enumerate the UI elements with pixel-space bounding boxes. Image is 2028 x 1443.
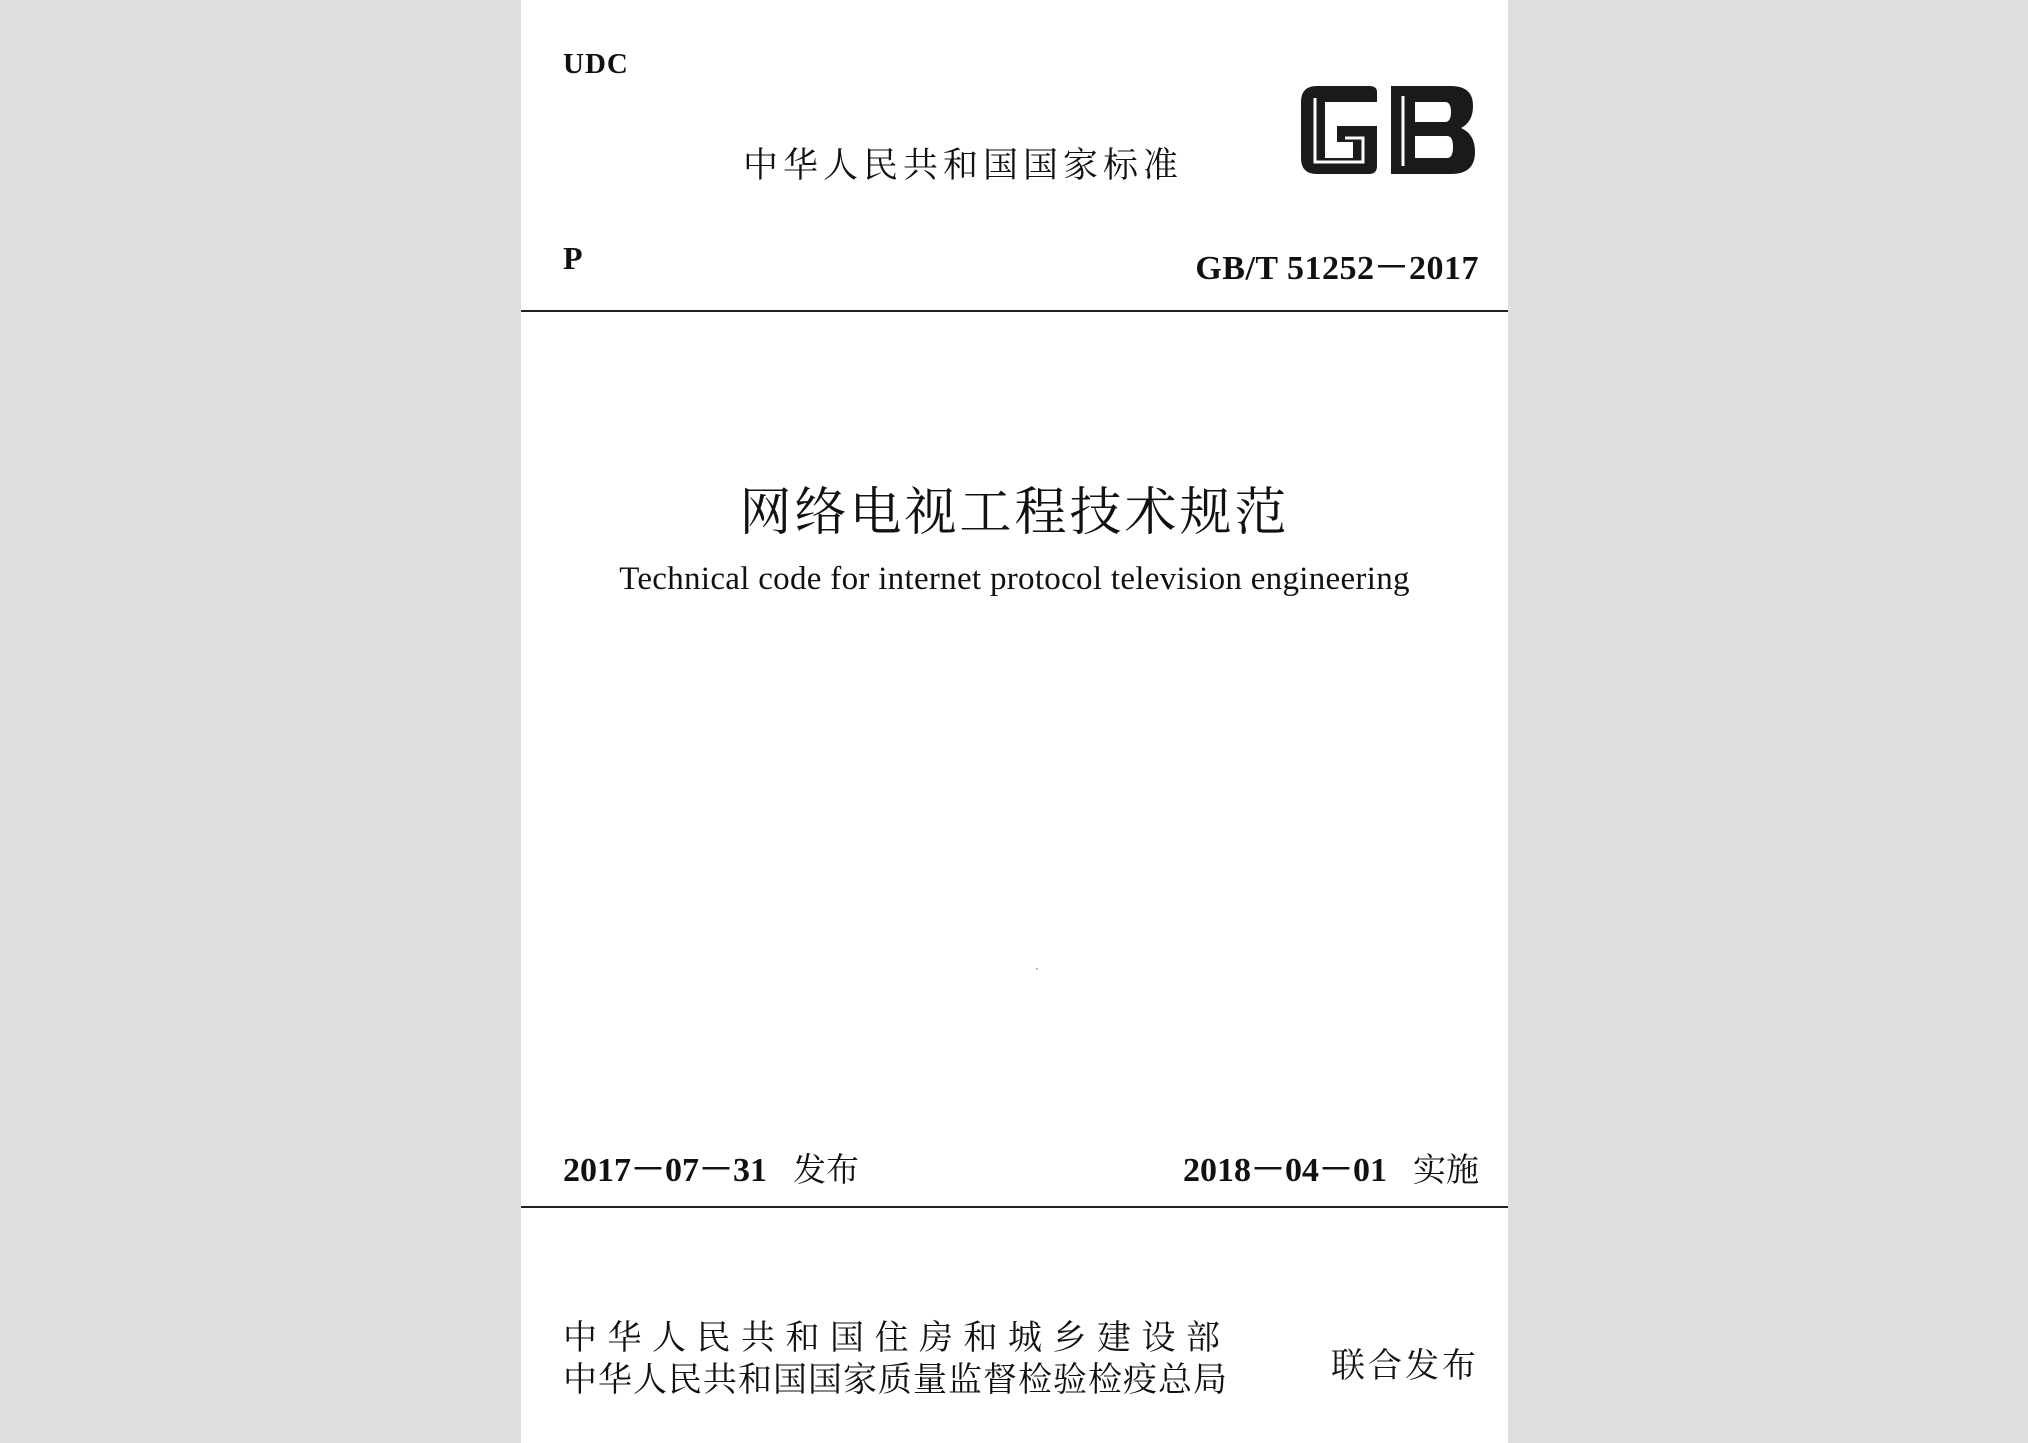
issuer-aqsiq: 中华人民共和国国家质量监督检验检疫总局 xyxy=(563,1360,1228,1400)
udc-label: UDC xyxy=(563,48,629,80)
title-chinese: 网络电视工程技术规范 xyxy=(739,483,1290,543)
effective-label: 实施 xyxy=(1413,1150,1479,1189)
issue-date: 2017－07－31 xyxy=(563,1152,767,1189)
category-code: P xyxy=(563,240,583,276)
standard-cover-page xyxy=(521,0,1508,1443)
effective-date-block xyxy=(1183,1142,1479,1191)
title-english: Technical code for internet protocol television engineering xyxy=(619,561,1410,597)
jointly-issued-label: 联合发布 xyxy=(1331,1346,1479,1386)
standard-number: GB/T 51252－2017 xyxy=(1195,250,1479,287)
issue-date-block xyxy=(563,1142,859,1191)
header-divider xyxy=(521,310,1508,312)
effective-date: 2018－04－01 xyxy=(1183,1152,1387,1189)
issuing-authorities xyxy=(563,1317,1231,1401)
national-standard-heading: 中华人民共和国国家标准 xyxy=(743,146,1184,186)
scan-speck xyxy=(1036,968,1038,970)
footer-divider xyxy=(521,1206,1508,1208)
gb-logo-icon xyxy=(1295,82,1479,178)
issue-label: 发布 xyxy=(793,1150,859,1189)
issuer-ministry-housing: 中华人民共和国住房和城乡建设部 xyxy=(563,1318,1231,1358)
